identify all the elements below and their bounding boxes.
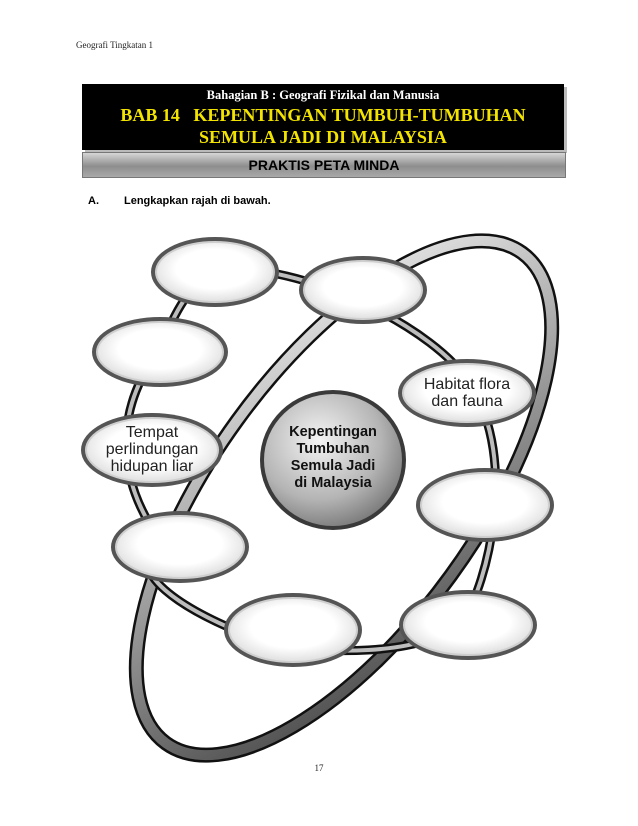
habitat-label: Habitat flora dan fauna bbox=[423, 376, 511, 410]
blank-node-3 bbox=[92, 317, 228, 387]
blank-node-2 bbox=[299, 256, 427, 324]
blank-node-6 bbox=[224, 593, 362, 667]
blank-node-4 bbox=[416, 468, 554, 542]
chapter-title-line2: SEMULA JADI DI MALAYSIA bbox=[199, 127, 447, 147]
page-number: 17 bbox=[314, 763, 324, 773]
chapter-title-line1: BAB 14 KEPENTINGAN TUMBUH-TUMBUHAN bbox=[120, 105, 526, 125]
center-label: Kepentingan Tumbuhan Semula Jadi di Malaysia bbox=[289, 424, 377, 491]
blank-node-7 bbox=[399, 590, 537, 660]
blank-node-1 bbox=[151, 237, 279, 307]
shelter-label: Tempat perlindungan hidupan liar bbox=[105, 424, 199, 475]
instruction-letter: A. bbox=[88, 195, 99, 207]
section-subtitle: Bahagian B : Geografi Fizikal dan Manusia bbox=[206, 88, 440, 102]
section-banner: PRAKTIS PETA MINDA bbox=[82, 152, 566, 178]
blank-node-5 bbox=[111, 511, 249, 583]
instruction-text: Lengkapkan rajah di bawah. bbox=[124, 195, 271, 207]
running-head: Geografi Tingkatan 1 bbox=[76, 40, 153, 50]
